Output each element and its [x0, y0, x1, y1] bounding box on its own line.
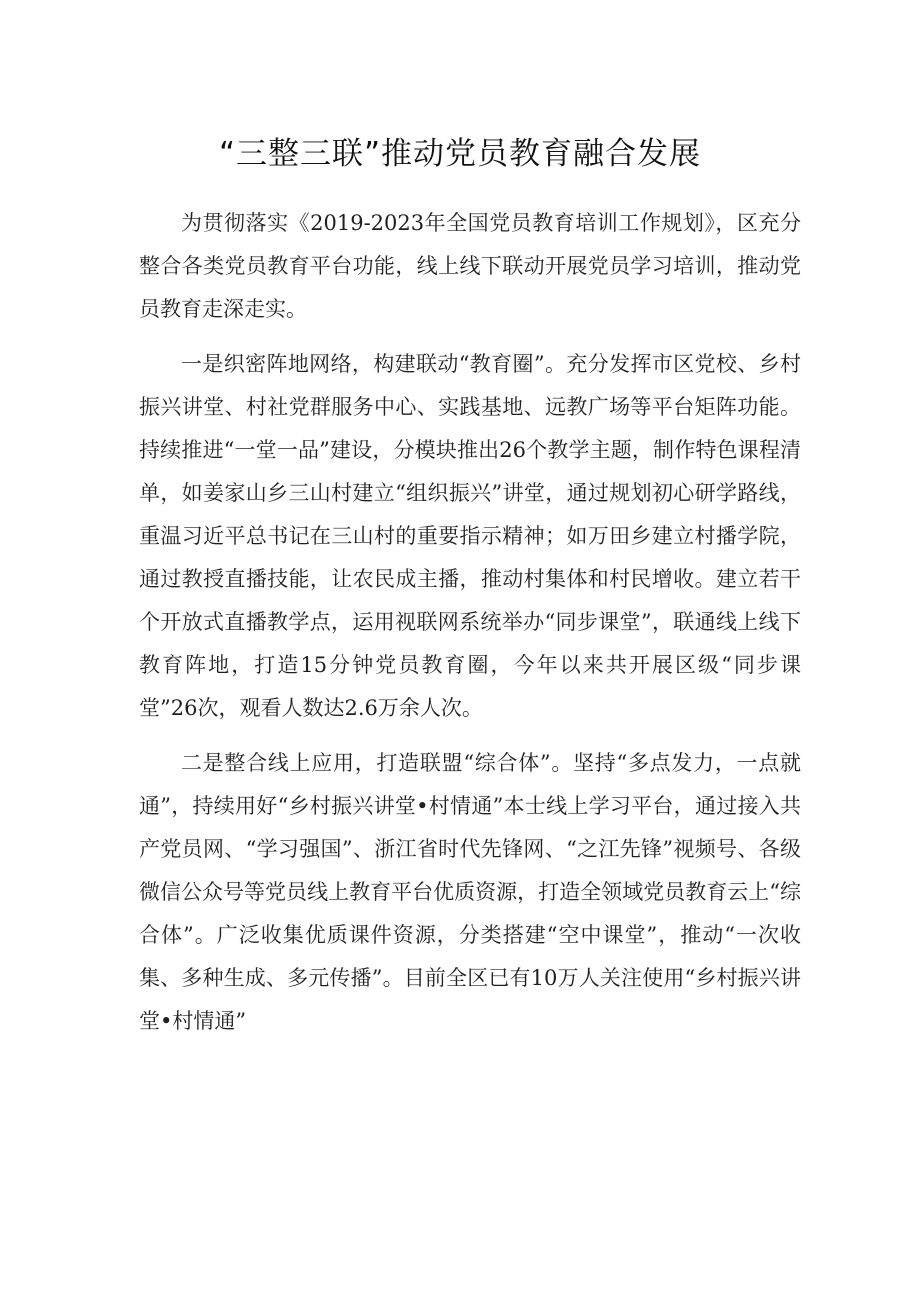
- paragraph-section-two: 二是整合线上应用，打造联盟“综合体”。坚持“多点发力，一点就通”，持续用好“乡村振兴讲堂•村情通”本士线上学习平台，通过接入共产党员网、“学习强国”、浙江省时代先锋网、“之江先锋”视频号、各级微信公众号等党员线上教育平台优质资源，打造全领域党员教育云上“综合体”。广泛收集优质课件资源，分类搭建“空中课堂”，推动“一次收集、多种生成、多元传播”。目前全区已有10万人关注使用“乡村振兴讲堂•村情通”: [139, 751, 801, 1033]
- document-title: “三整三联”推动党员教育融合发展: [218, 136, 702, 172]
- paragraph-section-one: 一是织密阵地网络，构建联动“教育圈”。充分发挥市区党校、乡村振兴讲堂、村社党群服务中心、实践基地、远教广场等平台矩阵功能。持续推进“一堂一品”建设，分模块推出26个教学主题，制作特色课程清单，如姜家山乡三山村建立“组织振兴”讲堂，通过规划初心研学路线，重温习近平总书记在三山村的重要指示精神；如万田乡建立村播学院，通过教授直播技能，让农民成主播，推动村集体和村民增收。建立若干个开放式直播教学点，运用视联网系统举办“同步课堂”，联通线上线下教育阵地，打造15分钟党员教育圈，今年以来共开展区级“同步课堂”26次，观看人数达2.6万余人次。: [139, 352, 801, 720]
- paragraph-intro: 为贯彻落实《2019-2023年全国党员教育培训工作规划》，区充分整合各类党员教育平台功能，线上线下联动开展党员学习培训，推动党员教育走深走实。: [139, 211, 801, 321]
- document-body: [139, 202, 801, 1055]
